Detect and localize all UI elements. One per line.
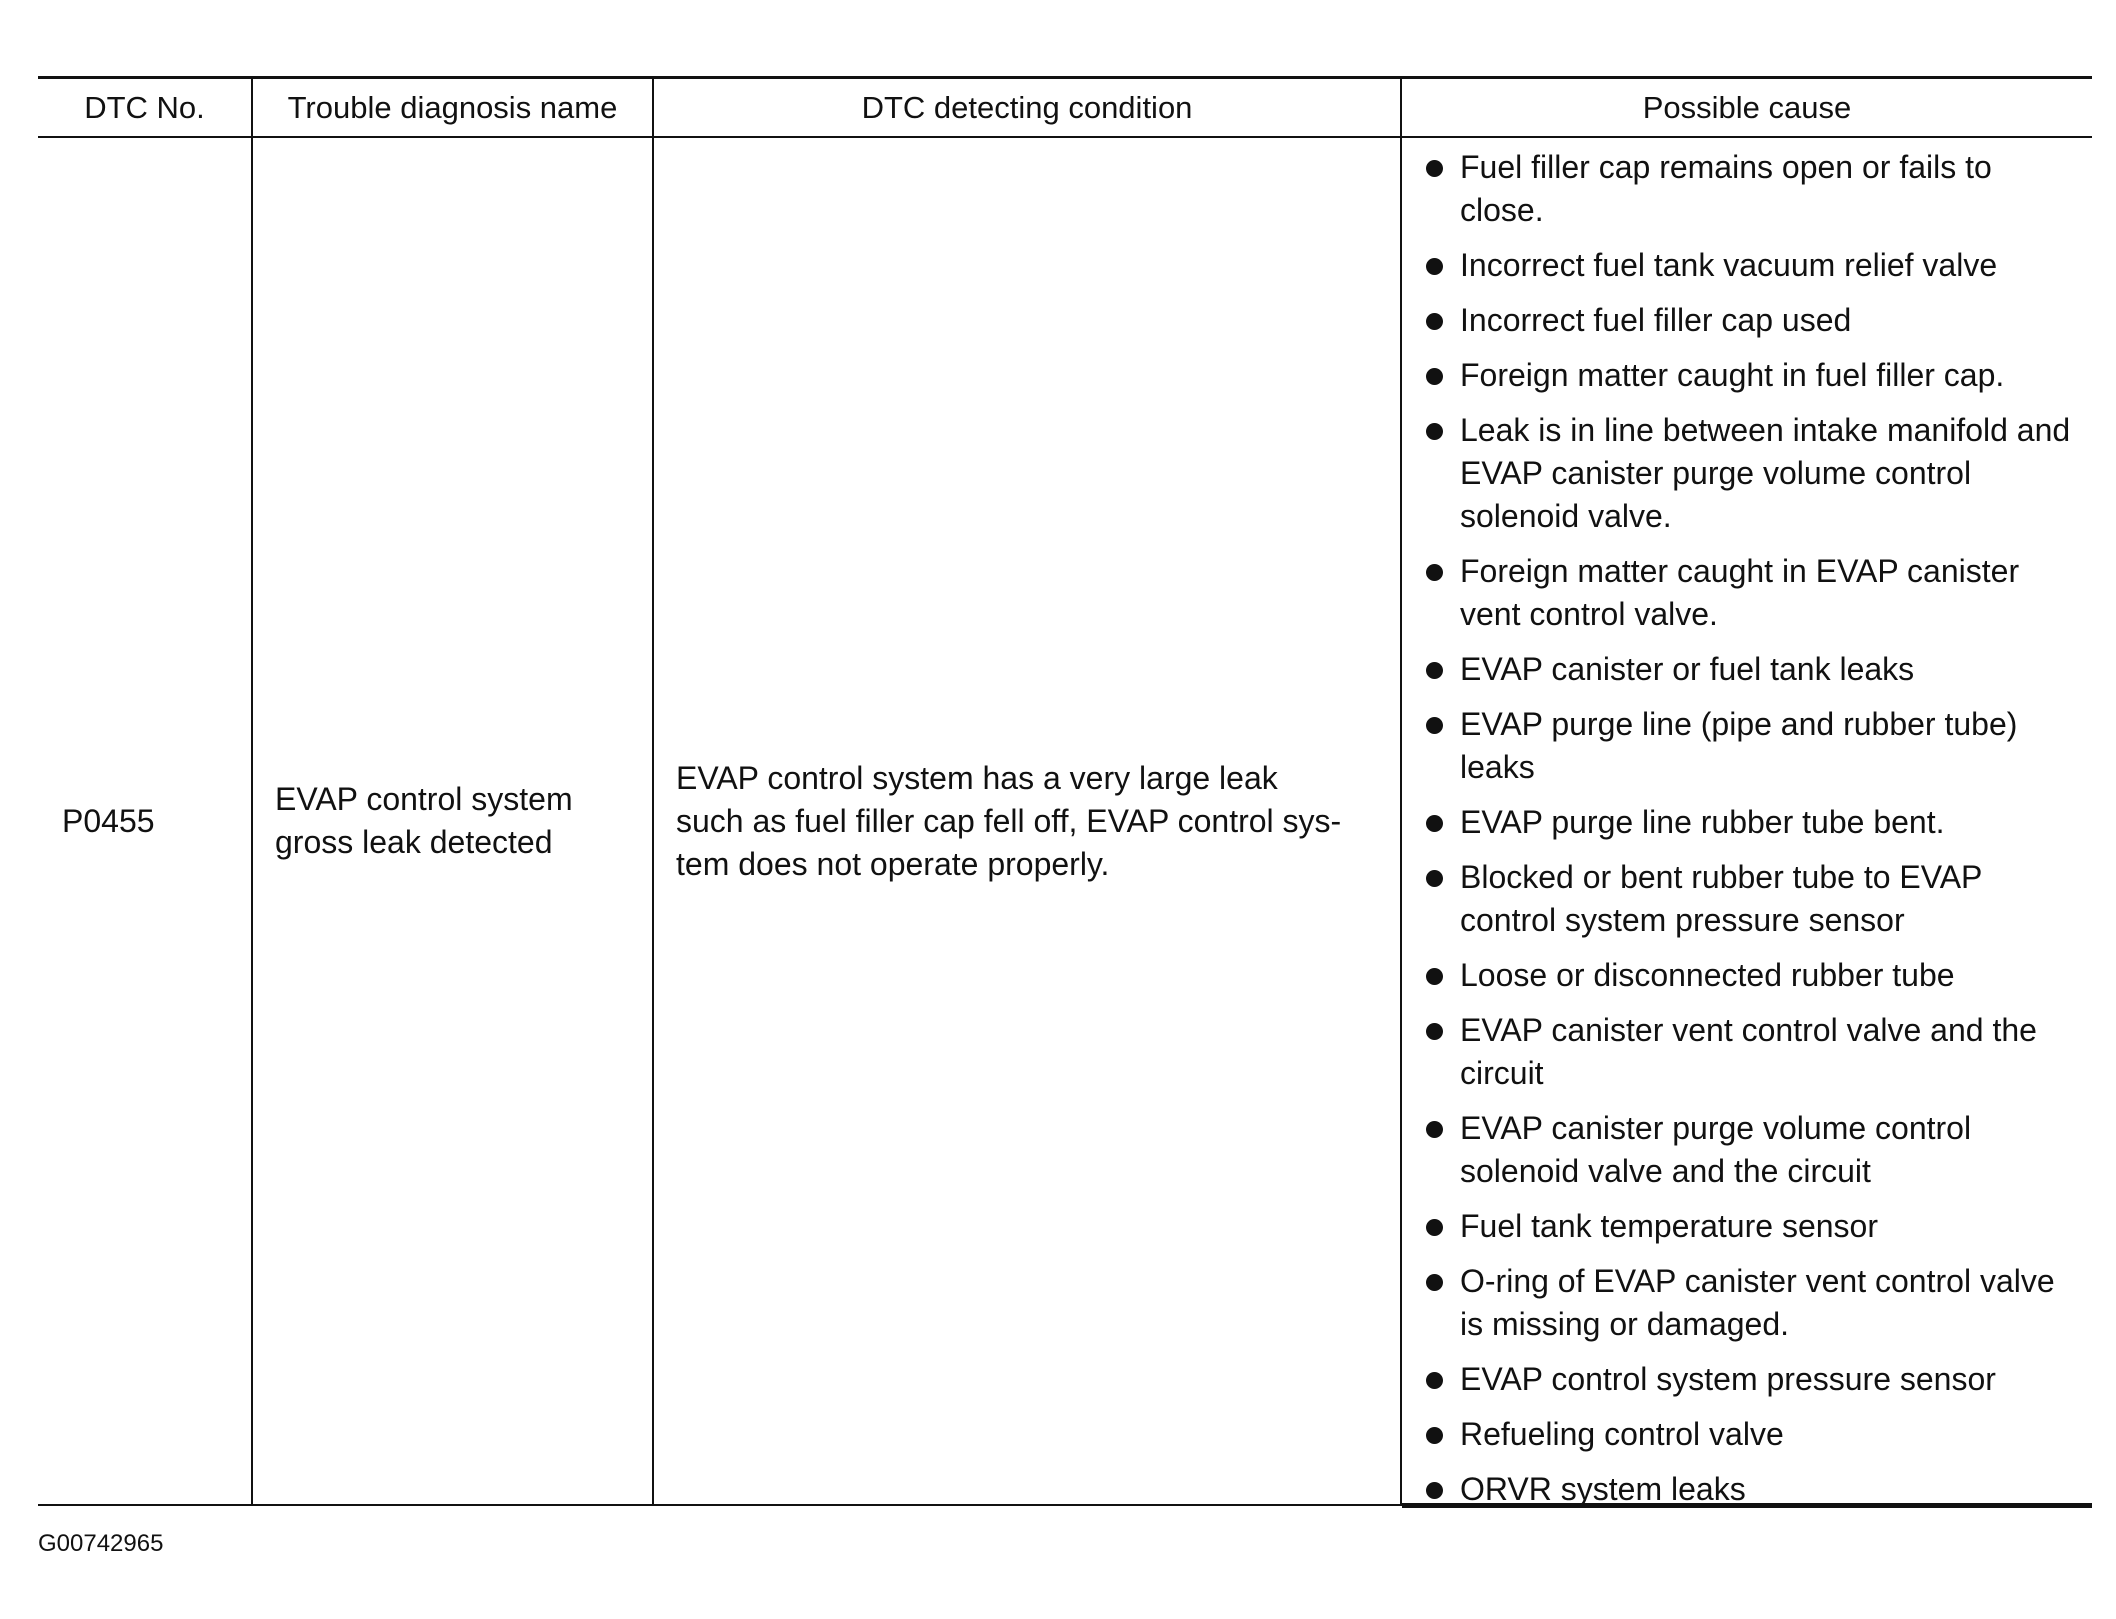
list-item — [1402, 409, 2080, 538]
bullet-icon — [1426, 1427, 1443, 1444]
condition-line: such as fuel filler cap fell off, EVAP control sys- — [676, 802, 1342, 839]
list-item — [1402, 1009, 2080, 1095]
cause-text: EVAP control system pressure sensor — [1460, 1361, 1996, 1397]
trouble-name-line: EVAP control system — [275, 781, 573, 817]
list-item — [1402, 1358, 2080, 1401]
bullet-icon — [1426, 1023, 1443, 1040]
bullet-icon — [1426, 968, 1443, 985]
list-item — [1402, 146, 2080, 232]
figure-id: G00742965 — [38, 1530, 164, 1557]
bullet-icon — [1426, 1274, 1443, 1291]
header-detecting-condition: DTC detecting condition — [861, 89, 1193, 125]
cell-detecting-condition — [654, 138, 1400, 1504]
bullet-icon — [1426, 258, 1443, 275]
bullet-icon — [1426, 423, 1443, 440]
condition-line: EVAP control system has a very large leak — [676, 759, 1278, 796]
cause-text: O-ring of EVAP canister vent control valve is missing or damaged. — [1460, 1263, 2055, 1342]
bullet-icon — [1426, 1372, 1443, 1389]
bullet-icon — [1426, 662, 1443, 679]
header-dtc-no: DTC No. — [84, 89, 205, 125]
condition-line: tem does not operate properly. — [676, 845, 1110, 882]
possible-cause-list — [1402, 138, 2092, 1523]
bullet-icon — [1426, 717, 1443, 734]
list-item — [1402, 801, 2080, 844]
list-item — [1402, 648, 2080, 691]
table-bottom-rule — [38, 1504, 1402, 1506]
bullet-icon — [1426, 1482, 1443, 1499]
cause-text: EVAP canister purge volume control solenoid valve and the circuit — [1460, 1110, 1972, 1189]
cause-text: Loose or disconnected rubber tube — [1460, 957, 1955, 993]
list-item — [1402, 703, 2080, 789]
list-item — [1402, 954, 2080, 997]
list-item — [1402, 1260, 2080, 1346]
cause-text: Incorrect fuel filler cap used — [1460, 302, 1852, 338]
list-item — [1402, 299, 2080, 342]
list-item — [1402, 1107, 2080, 1193]
cell-trouble-diagnosis-name — [253, 138, 652, 1504]
cause-text: Blocked or bent rubber tube to EVAP control system pressure sensor — [1460, 859, 1982, 938]
bullet-icon — [1426, 368, 1443, 385]
cause-text: Foreign matter caught in fuel filler cap. — [1460, 357, 2005, 393]
cell-dtc-no — [38, 138, 251, 1504]
bullet-icon — [1426, 160, 1443, 177]
bullet-icon — [1426, 1121, 1443, 1138]
cause-text: Incorrect fuel tank vacuum relief valve — [1460, 247, 1998, 283]
trouble-name-line: gross leak detected — [275, 824, 553, 860]
cause-text: ORVR system leaks — [1460, 1471, 1746, 1507]
cause-text: EVAP canister or fuel tank leaks — [1460, 651, 1915, 687]
cause-text: Fuel tank temperature sensor — [1460, 1208, 1878, 1244]
list-item — [1402, 354, 2080, 397]
bullet-icon — [1426, 564, 1443, 581]
cause-text: EVAP purge line rubber tube bent. — [1460, 804, 1945, 840]
list-item — [1402, 1468, 2080, 1511]
dtc-table — [38, 76, 2092, 1509]
header-trouble-diagnosis-name: Trouble diagnosis name — [287, 89, 618, 125]
list-item — [1402, 550, 2080, 636]
list-item — [1402, 1413, 2080, 1456]
header-possible-cause: Possible cause — [1642, 89, 1852, 125]
list-item — [1402, 1205, 2080, 1248]
dtc-code: P0455 — [62, 802, 155, 839]
list-item — [1402, 244, 2080, 287]
bullet-icon — [1426, 815, 1443, 832]
bullet-icon — [1426, 313, 1443, 330]
list-item — [1402, 856, 2080, 942]
bullet-icon — [1426, 870, 1443, 887]
cause-text: Fuel filler cap remains open or fails to close. — [1460, 149, 1992, 228]
cause-text: Refueling control valve — [1460, 1416, 1784, 1452]
bullet-icon — [1426, 1219, 1443, 1236]
cause-text: EVAP purge line (pipe and rubber tube) leaks — [1460, 706, 2018, 785]
cause-text: Foreign matter caught in EVAP canister vent control valve. — [1460, 553, 2020, 632]
cause-text: EVAP canister vent control valve and the circuit — [1460, 1012, 2037, 1091]
cause-text: Leak is in line between intake manifold and EVAP canister purge volume control solenoid valve. — [1460, 412, 2071, 534]
